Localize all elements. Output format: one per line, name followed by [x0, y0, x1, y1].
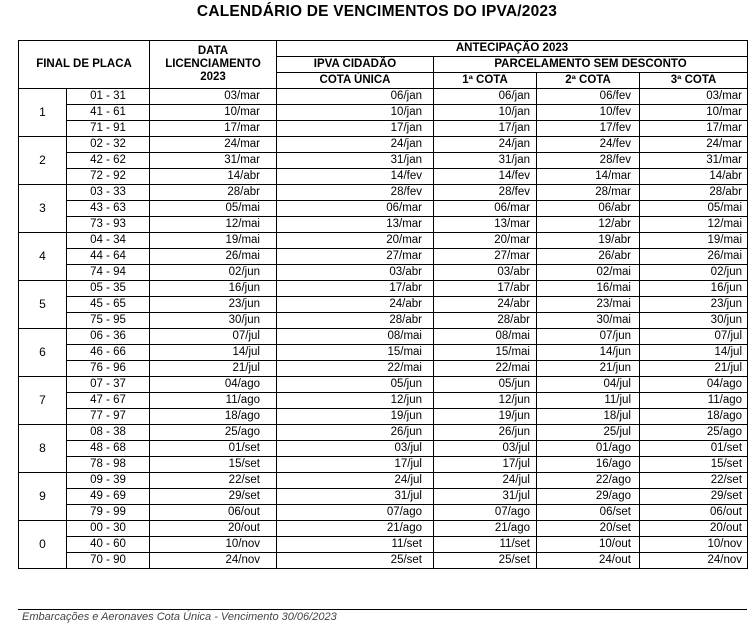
cota-unica-date-cell: 28/abr — [277, 313, 434, 329]
final-placa-cell: 4 — [19, 233, 67, 281]
cota-unica-date-cell: 03/jul — [277, 441, 434, 457]
table-row — [19, 201, 748, 217]
licenciamento-date-cell: 07/jul — [150, 329, 277, 345]
cota-1-date-cell: 31/jan — [434, 153, 537, 169]
cota-unica-date-cell: 31/jan — [277, 153, 434, 169]
table-row — [19, 249, 748, 265]
cota-3-date-cell: 10/mar — [640, 105, 748, 121]
table-row — [19, 89, 748, 105]
header-year-label: 2023 — [200, 71, 226, 83]
licenciamento-date-cell: 10/mar — [150, 105, 277, 121]
plate-range-cell: 49 - 69 — [67, 489, 150, 505]
cota-2-date-cell: 28/mar — [537, 185, 640, 201]
table-row — [19, 489, 748, 505]
table-row — [19, 105, 748, 121]
licenciamento-date-cell: 24/nov — [150, 553, 277, 569]
table-row — [19, 217, 748, 233]
plate-range-cell: 42 - 62 — [67, 153, 150, 169]
table-row — [19, 233, 748, 249]
plate-range-cell: 44 - 64 — [67, 249, 150, 265]
cota-2-date-cell: 14/jun — [537, 345, 640, 361]
plate-range-cell: 74 - 94 — [67, 265, 150, 281]
licenciamento-date-cell: 25/ago — [150, 425, 277, 441]
plate-range-cell: 08 - 38 — [67, 425, 150, 441]
plate-range-cell: 06 - 36 — [67, 329, 150, 345]
ipva-calendar-table — [18, 40, 748, 569]
cota-unica-date-cell: 06/mar — [277, 201, 434, 217]
cota-2-date-cell: 11/jul — [537, 393, 640, 409]
header-cota-unica: COTA ÚNICA — [277, 73, 434, 89]
cota-1-date-cell: 05/jun — [434, 377, 537, 393]
table-row — [19, 153, 748, 169]
table-row — [19, 345, 748, 361]
cota-2-date-cell: 24/fev — [537, 137, 640, 153]
plate-range-cell: 07 - 37 — [67, 377, 150, 393]
table-row — [19, 313, 748, 329]
table-row — [19, 169, 748, 185]
page-title: CALENDÁRIO DE VENCIMENTOS DO IPVA/2023 — [196, 3, 558, 20]
table-row — [19, 185, 748, 201]
footer-divider — [18, 609, 747, 610]
cota-3-date-cell: 05/mai — [640, 201, 748, 217]
cota-unica-date-cell: 28/fev — [277, 185, 434, 201]
final-placa-cell: 8 — [19, 425, 67, 473]
licenciamento-date-cell: 22/set — [150, 473, 277, 489]
cota-unica-date-cell: 17/jul — [277, 457, 434, 473]
plate-range-cell: 45 - 65 — [67, 297, 150, 313]
cota-2-date-cell: 10/fev — [537, 105, 640, 121]
licenciamento-date-cell: 04/ago — [150, 377, 277, 393]
header-final-placa: FINAL DE PLACA — [19, 41, 150, 89]
plate-range-cell: 73 - 93 — [67, 217, 150, 233]
licenciamento-date-cell: 23/jun — [150, 297, 277, 313]
cota-3-date-cell: 03/mar — [640, 89, 748, 105]
cota-2-date-cell: 22/ago — [537, 473, 640, 489]
cota-1-date-cell: 06/mar — [434, 201, 537, 217]
licenciamento-date-cell: 19/mai — [150, 233, 277, 249]
cota-1-date-cell: 07/ago — [434, 505, 537, 521]
cota-3-date-cell: 10/nov — [640, 537, 748, 553]
cota-unica-date-cell: 10/jan — [277, 105, 434, 121]
cota-unica-date-cell: 24/abr — [277, 297, 434, 313]
plate-range-cell: 41 - 61 — [67, 105, 150, 121]
final-placa-cell: 2 — [19, 137, 67, 185]
header-ipva-cidadao: IPVA CIDADÃO — [277, 57, 434, 73]
plate-range-cell: 79 - 99 — [67, 505, 150, 521]
licenciamento-date-cell: 14/jul — [150, 345, 277, 361]
cota-2-date-cell: 18/jul — [537, 409, 640, 425]
licenciamento-date-cell: 12/mai — [150, 217, 277, 233]
cota-2-date-cell: 19/abr — [537, 233, 640, 249]
final-placa-cell: 7 — [19, 377, 67, 425]
plate-range-cell: 02 - 32 — [67, 137, 150, 153]
cota-unica-date-cell: 08/mai — [277, 329, 434, 345]
cota-2-date-cell: 06/set — [537, 505, 640, 521]
cota-unica-date-cell: 17/abr — [277, 281, 434, 297]
cota-1-date-cell: 13/mar — [434, 217, 537, 233]
cota-2-date-cell: 04/jul — [537, 377, 640, 393]
plate-range-cell: 43 - 63 — [67, 201, 150, 217]
final-placa-cell: 1 — [19, 89, 67, 137]
table-row — [19, 361, 748, 377]
cota-unica-date-cell: 31/jul — [277, 489, 434, 505]
cota-2-date-cell: 12/abr — [537, 217, 640, 233]
cota-2-date-cell: 16/mai — [537, 281, 640, 297]
header-data-label: DATA — [197, 45, 229, 57]
licenciamento-date-cell: 31/mar — [150, 153, 277, 169]
cota-1-date-cell: 24/abr — [434, 297, 537, 313]
cota-1-date-cell: 08/mai — [434, 329, 537, 345]
licenciamento-date-cell: 06/out — [150, 505, 277, 521]
plate-range-cell: 46 - 66 — [67, 345, 150, 361]
cota-2-date-cell: 17/fev — [537, 121, 640, 137]
cota-unica-date-cell: 15/mai — [277, 345, 434, 361]
cota-1-date-cell: 25/set — [434, 553, 537, 569]
cota-3-date-cell: 31/mar — [640, 153, 748, 169]
plate-range-cell: 72 - 92 — [67, 169, 150, 185]
licenciamento-date-cell: 10/nov — [150, 537, 277, 553]
cota-unica-date-cell: 03/abr — [277, 265, 434, 281]
cota-2-date-cell: 25/jul — [537, 425, 640, 441]
table-row — [19, 297, 748, 313]
table-row — [19, 425, 748, 441]
licenciamento-date-cell: 05/mai — [150, 201, 277, 217]
cota-2-date-cell: 29/ago — [537, 489, 640, 505]
table-row — [19, 473, 748, 489]
cota-unica-date-cell: 07/ago — [277, 505, 434, 521]
cota-3-date-cell: 29/set — [640, 489, 748, 505]
licenciamento-date-cell: 26/mai — [150, 249, 277, 265]
licenciamento-date-cell: 11/ago — [150, 393, 277, 409]
cota-unica-date-cell: 17/jan — [277, 121, 434, 137]
table-row — [19, 265, 748, 281]
cota-unica-date-cell: 24/jan — [277, 137, 434, 153]
cota-3-date-cell: 21/jul — [640, 361, 748, 377]
table-row — [19, 137, 748, 153]
cota-unica-date-cell: 26/jun — [277, 425, 434, 441]
cota-3-date-cell: 26/mai — [640, 249, 748, 265]
cota-1-date-cell: 21/ago — [434, 521, 537, 537]
licenciamento-date-cell: 14/abr — [150, 169, 277, 185]
cota-2-date-cell: 24/out — [537, 553, 640, 569]
plate-range-cell: 01 - 31 — [67, 89, 150, 105]
header-licenciamento-label: LICENCIAMENTO — [165, 58, 261, 70]
cota-2-date-cell: 30/mai — [537, 313, 640, 329]
cota-2-date-cell: 16/ago — [537, 457, 640, 473]
table-row — [19, 393, 748, 409]
cota-unica-date-cell: 14/fev — [277, 169, 434, 185]
cota-2-date-cell: 01/ago — [537, 441, 640, 457]
table-row — [19, 505, 748, 521]
licenciamento-date-cell: 28/abr — [150, 185, 277, 201]
cota-2-date-cell: 06/abr — [537, 201, 640, 217]
cota-3-date-cell: 11/ago — [640, 393, 748, 409]
cota-unica-date-cell: 19/jun — [277, 409, 434, 425]
cota-3-date-cell: 22/set — [640, 473, 748, 489]
cota-unica-date-cell: 11/set — [277, 537, 434, 553]
cota-1-date-cell: 10/jan — [434, 105, 537, 121]
licenciamento-date-cell: 02/jun — [150, 265, 277, 281]
cota-unica-date-cell: 06/jan — [277, 89, 434, 105]
plate-range-cell: 76 - 96 — [67, 361, 150, 377]
cota-1-date-cell: 06/jan — [434, 89, 537, 105]
licenciamento-date-cell: 21/jul — [150, 361, 277, 377]
final-placa-cell: 6 — [19, 329, 67, 377]
cota-1-date-cell: 17/abr — [434, 281, 537, 297]
cota-2-date-cell: 06/fev — [537, 89, 640, 105]
cota-1-date-cell: 20/mar — [434, 233, 537, 249]
cota-2-date-cell: 23/mai — [537, 297, 640, 313]
licenciamento-date-cell: 17/mar — [150, 121, 277, 137]
cota-2-date-cell: 28/fev — [537, 153, 640, 169]
cota-1-date-cell: 28/fev — [434, 185, 537, 201]
cota-unica-date-cell: 27/mar — [277, 249, 434, 265]
table-body — [19, 89, 748, 569]
cota-1-date-cell: 24/jan — [434, 137, 537, 153]
licenciamento-date-cell: 30/jun — [150, 313, 277, 329]
plate-range-cell: 47 - 67 — [67, 393, 150, 409]
cota-2-date-cell: 26/abr — [537, 249, 640, 265]
plate-range-cell: 77 - 97 — [67, 409, 150, 425]
cota-2-date-cell: 02/mai — [537, 265, 640, 281]
cota-3-date-cell: 30/jun — [640, 313, 748, 329]
cota-1-date-cell: 14/fev — [434, 169, 537, 185]
cota-2-date-cell: 07/jun — [537, 329, 640, 345]
plate-range-cell: 03 - 33 — [67, 185, 150, 201]
plate-range-cell: 71 - 91 — [67, 121, 150, 137]
licenciamento-date-cell: 15/set — [150, 457, 277, 473]
cota-3-date-cell: 04/ago — [640, 377, 748, 393]
cota-1-date-cell: 28/abr — [434, 313, 537, 329]
cota-3-date-cell: 24/nov — [640, 553, 748, 569]
cota-1-date-cell: 17/jan — [434, 121, 537, 137]
cota-1-date-cell: 24/jul — [434, 473, 537, 489]
footer-note: Embarcações e Aeronaves Cota Única - Vencimento 30/06/2023 — [22, 611, 337, 623]
cota-1-date-cell: 26/jun — [434, 425, 537, 441]
final-placa-cell: 3 — [19, 185, 67, 233]
cota-1-date-cell: 31/jul — [434, 489, 537, 505]
licenciamento-date-cell: 20/out — [150, 521, 277, 537]
cota-2-date-cell: 10/out — [537, 537, 640, 553]
cota-1-date-cell: 27/mar — [434, 249, 537, 265]
plate-range-cell: 78 - 98 — [67, 457, 150, 473]
cota-unica-date-cell: 05/jun — [277, 377, 434, 393]
cota-3-date-cell: 07/jul — [640, 329, 748, 345]
cota-3-date-cell: 18/ago — [640, 409, 748, 425]
licenciamento-date-cell: 01/set — [150, 441, 277, 457]
cota-3-date-cell: 01/set — [640, 441, 748, 457]
plate-range-cell: 04 - 34 — [67, 233, 150, 249]
cota-unica-date-cell: 21/ago — [277, 521, 434, 537]
plate-range-cell: 75 - 95 — [67, 313, 150, 329]
cota-3-date-cell: 14/jul — [640, 345, 748, 361]
table-row — [19, 121, 748, 137]
table-row — [19, 377, 748, 393]
final-placa-cell: 0 — [19, 521, 67, 569]
licenciamento-date-cell: 03/mar — [150, 89, 277, 105]
plate-range-cell: 40 - 60 — [67, 537, 150, 553]
licenciamento-date-cell: 18/ago — [150, 409, 277, 425]
cota-3-date-cell: 12/mai — [640, 217, 748, 233]
table-row — [19, 537, 748, 553]
cota-3-date-cell: 17/mar — [640, 121, 748, 137]
cota-unica-date-cell: 22/mai — [277, 361, 434, 377]
cota-3-date-cell: 28/abr — [640, 185, 748, 201]
table-row — [19, 281, 748, 297]
plate-range-cell: 09 - 39 — [67, 473, 150, 489]
cota-3-date-cell: 20/out — [640, 521, 748, 537]
header-antecipacao: ANTECIPAÇÃO 2023 — [277, 41, 748, 57]
header-cota-3: 3ª COTA — [640, 73, 748, 89]
header-cota-1: 1ª COTA — [434, 73, 537, 89]
table-row — [19, 521, 748, 537]
cota-2-date-cell: 14/mar — [537, 169, 640, 185]
cota-1-date-cell: 22/mai — [434, 361, 537, 377]
cota-unica-date-cell: 24/jul — [277, 473, 434, 489]
cota-unica-date-cell: 12/jun — [277, 393, 434, 409]
cota-3-date-cell: 25/ago — [640, 425, 748, 441]
licenciamento-date-cell: 24/mar — [150, 137, 277, 153]
final-placa-cell: 5 — [19, 281, 67, 329]
cota-2-date-cell: 20/set — [537, 521, 640, 537]
cota-1-date-cell: 11/set — [434, 537, 537, 553]
header-cota-2: 2ª COTA — [537, 73, 640, 89]
plate-range-cell: 70 - 90 — [67, 553, 150, 569]
plate-range-cell: 48 - 68 — [67, 441, 150, 457]
cota-1-date-cell: 12/jun — [434, 393, 537, 409]
table-row — [19, 329, 748, 345]
cota-3-date-cell: 15/set — [640, 457, 748, 473]
final-placa-cell: 9 — [19, 473, 67, 521]
header-data-licenciamento — [150, 41, 277, 89]
cota-3-date-cell: 19/mai — [640, 233, 748, 249]
table-row — [19, 409, 748, 425]
cota-1-date-cell: 17/jul — [434, 457, 537, 473]
cota-unica-date-cell: 13/mar — [277, 217, 434, 233]
cota-3-date-cell: 23/jun — [640, 297, 748, 313]
plate-range-cell: 05 - 35 — [67, 281, 150, 297]
cota-1-date-cell: 03/jul — [434, 441, 537, 457]
plate-range-cell: 00 - 30 — [67, 521, 150, 537]
cota-3-date-cell: 06/out — [640, 505, 748, 521]
licenciamento-date-cell: 16/jun — [150, 281, 277, 297]
table-row — [19, 553, 748, 569]
cota-1-date-cell: 03/abr — [434, 265, 537, 281]
cota-unica-date-cell: 20/mar — [277, 233, 434, 249]
cota-1-date-cell: 15/mai — [434, 345, 537, 361]
cota-3-date-cell: 16/jun — [640, 281, 748, 297]
cota-3-date-cell: 14/abr — [640, 169, 748, 185]
table-row — [19, 457, 748, 473]
cota-1-date-cell: 19/jun — [434, 409, 537, 425]
cota-3-date-cell: 02/jun — [640, 265, 748, 281]
licenciamento-date-cell: 29/set — [150, 489, 277, 505]
cota-unica-date-cell: 25/set — [277, 553, 434, 569]
cota-2-date-cell: 21/jun — [537, 361, 640, 377]
header-parcelamento: PARCELAMENTO SEM DESCONTO — [434, 57, 748, 73]
cota-3-date-cell: 24/mar — [640, 137, 748, 153]
table-row — [19, 441, 748, 457]
